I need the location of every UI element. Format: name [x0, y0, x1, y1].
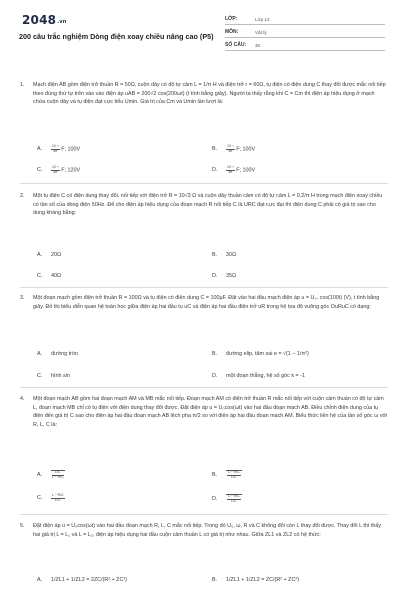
option-letter: C. — [37, 167, 43, 174]
question-number: 1. — [20, 82, 25, 88]
option-1d[interactable] — [212, 166, 255, 174]
page-header — [0, 0, 400, 58]
option-2c[interactable] — [37, 273, 61, 279]
meta-label: MÔN: — [225, 29, 239, 35]
option-text: 1/ZL1 + 1/ZL2 = 2ZC/(R² + ZC²) — [51, 577, 127, 583]
option-letter: A. — [37, 472, 43, 479]
option-letter: B. — [212, 577, 218, 583]
option-text: đường tròn — [51, 351, 78, 357]
option-letter: D. — [212, 496, 218, 503]
document-title: 200 câu trắc nghiệm Dòng điện xoay chiều nâng cao (P5) — [19, 32, 214, 41]
option-3a[interactable] — [37, 351, 78, 357]
option-letter: C. — [37, 373, 43, 379]
option-text: 30Ω — [226, 252, 237, 258]
question-divider — [20, 183, 388, 184]
option-2a[interactable] — [37, 252, 61, 258]
meta-value: Lớp 12 — [255, 17, 270, 22]
option-3d[interactable] — [212, 373, 305, 379]
question-text: Mạch điện AB gồm điện trở thuần R = 50Ω, cuộn dây có độ tự cảm L = 1/π H và điện trở r = 60Ω, tụ điện có điện dung C thay đổi được mắc nối tiếp theo đúng thứ tự trên vào vào điện áp uAB = 200√2 cos(200ωt) (t tính bằng giây). Người ta thấy rằng khi C = Cm thì điện áp hiệu dụng ở mạch chứa cuộn dây và tụ điện đạt cực tiểu Umin. Giá trị của Cm và Umin lần lượt là: — [33, 82, 386, 106]
meta-row-subject — [225, 25, 385, 38]
option-fraction: $\frac{\text{10⁻³}}{4\pi}$ — [52, 165, 59, 174]
document-meta — [225, 12, 385, 51]
question-number: 2. — [20, 193, 25, 199]
option-letter: A. — [37, 577, 43, 583]
option-text: một đoạn thẳng, hệ số góc k = -1 — [226, 373, 305, 379]
option-letter: B. — [212, 472, 218, 479]
option-4a[interactable] — [37, 470, 65, 479]
option-text: F; 100V — [236, 167, 256, 174]
option-fraction: $\frac{\text{L − R²C}}{\text{L²C}}$ — [52, 493, 64, 502]
option-text: đường elip, tâm sai e = √(1 − 1/π²) — [226, 351, 309, 357]
option-2d[interactable] — [212, 273, 236, 279]
option-text: 1/ZL1 + 1/ZL2 = ZC/(R² + ZC²) — [226, 577, 299, 583]
option-letter: D. — [212, 273, 218, 279]
question-number: 4. — [20, 396, 25, 402]
option-1c[interactable] — [37, 166, 80, 174]
square-root-icon — [226, 494, 242, 503]
option-text: hình sin — [51, 373, 70, 379]
meta-row-count — [225, 38, 385, 51]
option-3b[interactable] — [212, 351, 309, 357]
question-text: Một đoạn mạch AB gồm hai đoạn mạch AM và MB mắc nối tiếp. Đoạn mạch AM có điện trở thuần R mắc nối tiếp với cuộn cảm thuần có độ tự cảm L, đoạn mạch MB chỉ có tụ điện với điện dung thay đổi được. Đặt điện áp u = U₀cos(ωt) vào hai đầu đoạn mạch AB. Điều chỉnh điện dung của tụ điện đến giá trị C sao cho điện áp hai đầu đoạn mạch AB lệch pha π/2 so với điện áp hai đầu đoạn mạch AM. Biểu thức liên hệ của tần số góc ω với R, L, C là: — [33, 396, 388, 428]
option-fraction: $\frac{\text{L − R²C}}{\text{L²C}}$ — [228, 494, 240, 503]
option-3c[interactable] — [37, 373, 70, 379]
option-fraction: $\frac{\text{10⁻³}}{4\pi}$ — [52, 144, 59, 153]
option-fraction: $\frac{\text{10⁻³}}{3\pi}$ — [227, 144, 234, 153]
question-1 — [20, 81, 388, 107]
option-letter: B. — [212, 146, 218, 153]
option-letter: C. — [37, 273, 43, 279]
question-number: 5. — [20, 523, 25, 529]
option-5a[interactable] — [37, 577, 127, 583]
meta-value: 30 — [255, 43, 261, 48]
option-4c[interactable] — [37, 494, 65, 502]
question-divider — [20, 514, 388, 515]
option-text: 20Ω — [51, 252, 62, 258]
option-text: 35Ω — [226, 273, 237, 279]
option-4d[interactable] — [212, 494, 242, 503]
logo-suffix: .vn — [57, 19, 67, 25]
question-text: Đặt điện áp u = U₀cos(ωt) vào hai đầu đoạn mạch R, L, C mắc nối tiếp. Trong đó U₀, ω, R và C không đổi còn L thay đổi được. Thay đổi L thì thấy hai giá trị L = L₁ và L = L₂, điện áp hiệu dụng hai đầu cuộn cảm thuần L có giá trị như nhau. Giữa ZL1 và ZL2 có hệ thức: — [33, 523, 382, 538]
meta-label: SỐ CÂU: — [225, 42, 247, 48]
option-4b[interactable] — [212, 470, 242, 479]
question-5 — [20, 522, 388, 539]
square-root-icon — [51, 470, 65, 479]
option-letter: D. — [212, 167, 218, 174]
question-2 — [20, 192, 388, 218]
option-text: F; 120V — [61, 167, 81, 174]
square-root-icon — [226, 470, 242, 479]
meta-value: Vật lý — [255, 30, 267, 35]
option-letter: B. — [212, 252, 218, 258]
meta-label: LỚP: — [225, 16, 238, 22]
logo-text: 2048 — [22, 13, 57, 27]
question-text: Một tụ điện C có điện dung thay đổi, nối tiếp với điện trở R = 10√3 Ω và cuộn dây thuần cảm có độ tự cảm L = 0,2/π H trong mạch điện xoay chiều có tần số của dòng điện 50Hz. Để cho điện áp hiệu dụng của đoạn mạch R nối tiếp C là URC đạt cực đại thì điện dung C phải có giá trị sao cho dung kháng bằng: — [33, 193, 383, 217]
option-fraction: $\frac{\text{10⁻³}}{3\pi}$ — [227, 165, 234, 174]
option-1a[interactable] — [37, 145, 80, 153]
option-letter: A. — [37, 146, 43, 153]
option-letter: D. — [212, 373, 218, 379]
option-letter: B. — [212, 351, 218, 357]
question-number: 3. — [20, 295, 25, 301]
site-logo[interactable] — [22, 13, 67, 27]
question-text: Một đoạn mạch gồm điện trở thuần R = 100Ω và tụ điện có điện dung C = 100µF. Đặt vào hai đầu mạch điện áp u = U₀. cos(100t) (V), t tính bằng giây. Đồ thị biểu diễn quan hệ toán học giữa điện áp hai đầu tụ uC và điện áp hai đầu điện trở uR trong hệ tọa độ vuông góc OuRuC có dạng: — [33, 295, 380, 310]
question-divider — [20, 387, 388, 388]
option-5b[interactable] — [212, 577, 299, 583]
option-fraction: $\frac{\text{L − R²C}}{\text{L²C}}$ — [228, 470, 240, 479]
question-3 — [20, 294, 388, 311]
question-divider — [20, 287, 388, 288]
option-text: F; 100V — [236, 146, 256, 153]
option-letter: C. — [37, 495, 43, 502]
option-1b[interactable] — [212, 145, 255, 153]
option-2b[interactable] — [212, 252, 236, 258]
option-fraction: $\frac{\text{L²C}}{\text{L − R²C}}$ — [52, 470, 64, 479]
meta-row-class — [225, 12, 385, 25]
question-4 — [20, 395, 388, 429]
option-letter: A. — [37, 351, 43, 357]
option-text: 40Ω — [51, 273, 62, 279]
option-text: F; 100V — [61, 146, 81, 153]
option-letter: A. — [37, 252, 43, 258]
